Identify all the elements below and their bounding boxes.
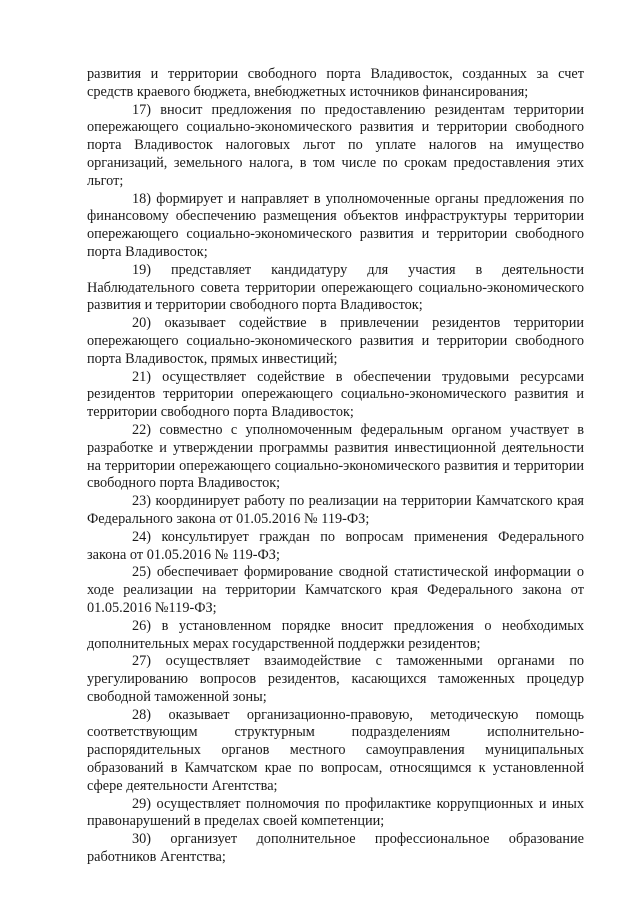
paragraph-item-23: 23) координирует работу по реализации на территории Камчатского края Федерального закона от 01.05.2016 № 119-ФЗ;	[87, 493, 584, 527]
paragraph-item-17: 17) вносит предложения по предоставлению резидентам территории опережающего социально-экономического развития и территории свободного порта Владивосток налоговых льгот по уплате налогов на имущество организаций, земельного налога, в том числе по срокам предоставления этих льгот;	[87, 101, 584, 189]
paragraph-item-27: 27) осуществляет взаимодействие с таможенными органами по урегулированию вопросов резидентов, касающихся таможенных процедур свободной таможенной зоны;	[87, 653, 584, 705]
paragraph-item-20: 20) оказывает содействие в привлечении резидентов территории опережающего социально-экономического развития и территории свободного порта Владивосток, прямых инвестиций;	[87, 315, 584, 367]
paragraph-item-21: 21) осуществляет содействие в обеспечении трудовыми ресурсами резидентов территории опережающего социально-экономического развития и территории свободного порта Владивосток;	[87, 368, 584, 421]
document-page	[87, 66, 584, 867]
paragraph-item-28: 28) оказывает организационно-правовую, методическую помощь соответствующим структурным подразделениям исполнительно-распорядительных органов местного самоуправления муниципальных образований в Камчатском крае по вопросам, относящимся к установленной сфере деятельности Агентства;	[87, 706, 584, 794]
paragraph-item-22: 22) совместно с уполномоченным федеральным органом участвует в разработке и утверждении программы развития инвестиционной деятельности на территории опережающего социально-экономического развития и территории свободного порта Владивосток;	[87, 421, 584, 492]
paragraph-item-19: 19) представляет кандидатуру для участия в деятельности Наблюдательного совета территории опережающего социально-экономического развития и территории свободного порта Владивосток;	[87, 261, 584, 314]
paragraph-item-29: 29) осуществляет полномочия по профилактике коррупционных и иных правонарушений в пределах своей компетенции;	[87, 795, 584, 830]
paragraph-item-30: 30) организует дополнительное профессиональное образование работников Агентства;	[87, 831, 584, 866]
paragraph-item-26: 26) в установленном порядке вносит предложения о необходимых дополнительных мерах государственной поддержки резидентов;	[87, 617, 584, 652]
paragraph-item-25: 25) обеспечивает формирование сводной статистической информации о ходе реализации на территории Камчатского края Федерального закона от 01.05.2016 №119-ФЗ;	[87, 564, 584, 616]
paragraph-continuation: развития и территории свободного порта Владивосток, созданных за счет средств краевого бюджета, внебюджетных источников финансирования;	[87, 66, 584, 100]
paragraph-item-18: 18) формирует и направляет в уполномоченные органы предложения по финансовому обеспечению размещения объектов инфраструктуры территории опережающего социально-экономического развития и территории свободного порта Владивосток;	[87, 190, 584, 260]
paragraph-item-24: 24) консультирует граждан по вопросам применения Федерального закона от 01.05.2016 № 119-ФЗ;	[87, 528, 584, 563]
